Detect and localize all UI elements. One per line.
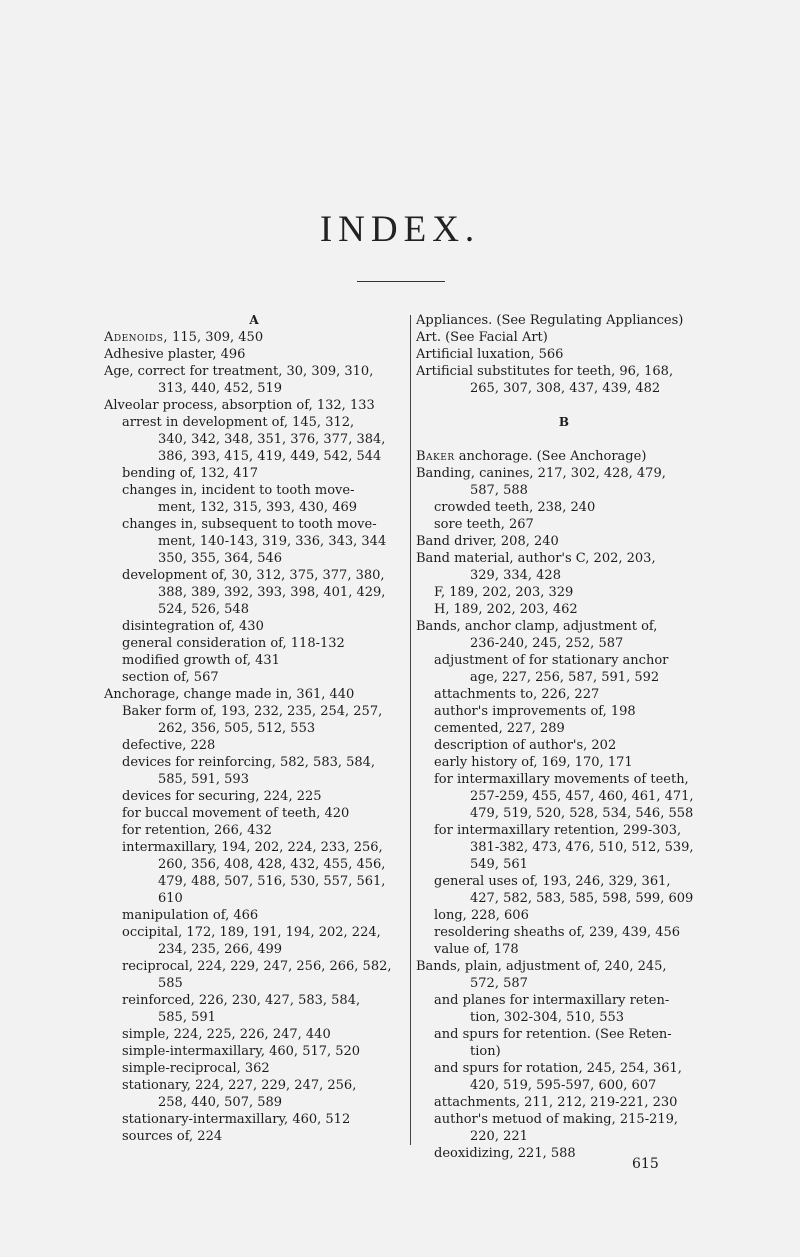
index-subentry	[104, 567, 404, 584]
index-subentry	[104, 635, 404, 652]
entry-text: F, 189, 202, 203, 329	[434, 585, 574, 600]
index-subentry	[104, 431, 404, 448]
entry-text: 262, 356, 505, 512, 553	[158, 721, 316, 736]
index-subentry	[416, 567, 712, 584]
entry-text: age, 227, 256, 587, 591, 592	[470, 670, 660, 685]
index-subentry	[104, 873, 404, 890]
entry-text: and spurs for rotation, 245, 254, 361,	[434, 1061, 682, 1076]
entry-text: and spurs for retention. (See Reten-	[434, 1027, 672, 1042]
entry-text: 386, 393, 415, 419, 449, 542, 544	[158, 449, 382, 464]
index-subentry	[104, 465, 404, 482]
entry-text: 585	[158, 976, 183, 991]
entry-text: 479, 519, 520, 528, 534, 546, 558	[470, 806, 694, 821]
entry-text: devices for reinforcing, 582, 583, 584,	[122, 755, 376, 770]
entry-text: reinforced, 226, 230, 427, 583, 584,	[122, 993, 361, 1008]
page-number: 615	[632, 1156, 659, 1172]
entry-text: value of, 178	[434, 942, 519, 957]
index-subentry	[416, 975, 712, 992]
index-subentry	[104, 822, 404, 839]
index-subentry	[104, 448, 404, 465]
entry-text: for intermaxillary retention, 299-303,	[434, 823, 682, 838]
index-subentry	[416, 788, 712, 805]
index-subentry	[416, 1060, 712, 1077]
entry-text: intermaxillary, 194, 202, 224, 233, 256,	[122, 840, 383, 855]
entry-text: Banding, canines, 217, 302, 428, 479,	[416, 466, 666, 481]
entry-text: anchorage. (See Anchorage)	[454, 449, 647, 464]
entry-text: tion)	[470, 1044, 501, 1059]
index-subentry	[104, 975, 404, 992]
index-subentry	[104, 703, 404, 720]
index-subentry	[104, 1026, 404, 1043]
index-subentry	[416, 754, 712, 771]
index-subentry	[104, 584, 404, 601]
entry-text: for buccal movement of teeth, 420	[122, 806, 350, 821]
index-subentry	[104, 839, 404, 856]
entry-text: 329, 334, 428	[470, 568, 561, 583]
index-entry	[416, 346, 712, 363]
entry-text: ment, 132, 315, 393, 430, 469	[158, 500, 358, 515]
index-subentry	[416, 1026, 712, 1043]
entry-text: sources of, 224	[122, 1129, 223, 1144]
index-subentry	[104, 1111, 404, 1128]
index-subentry	[104, 380, 404, 397]
entry-text: 236-240, 245, 252, 587	[470, 636, 624, 651]
index-entry	[416, 550, 712, 567]
entry-text: disintegration of, 430	[122, 619, 264, 634]
entry-text: 585, 591, 593	[158, 772, 249, 787]
index-subentry	[416, 941, 712, 958]
index-subentry	[416, 686, 712, 703]
entry-text: Band driver, 208, 240	[416, 534, 559, 549]
entry-text: and planes for intermaxillary reten-	[434, 993, 670, 1008]
entry-text: 234, 235, 266, 499	[158, 942, 283, 957]
entry-text: 313, 440, 452, 519	[158, 381, 283, 396]
entry-text: for retention, 266, 432	[122, 823, 272, 838]
entry-headword: Adenoids,	[104, 330, 168, 345]
index-subentry	[416, 822, 712, 839]
index-entry	[416, 533, 712, 550]
index-subentry	[416, 873, 712, 890]
entry-text: 427, 582, 583, 585, 598, 599, 609	[470, 891, 694, 906]
spacer	[416, 431, 712, 448]
index-subentry	[104, 754, 404, 771]
index-subentry	[416, 890, 712, 907]
entry-text: stationary-intermaxillary, 460, 512	[122, 1112, 351, 1127]
entry-text: H, 189, 202, 203, 462	[434, 602, 578, 617]
index-subentry	[416, 771, 712, 788]
index-subentry	[104, 1043, 404, 1060]
index-entry	[104, 686, 404, 703]
entry-text: author's improvements of, 198	[434, 704, 636, 719]
entry-text: 381-382, 473, 476, 510, 512, 539,	[470, 840, 694, 855]
entry-text: long, 228, 606	[434, 908, 529, 923]
entry-text: Adhesive plaster, 496	[104, 347, 246, 362]
entry-text: 610	[158, 891, 183, 906]
entry-text: simple, 224, 225, 226, 247, 440	[122, 1027, 331, 1042]
entry-text: modified growth of, 431	[122, 653, 280, 668]
index-subentry	[416, 1128, 712, 1145]
entry-text: Alveolar process, absorption of, 132, 133	[104, 398, 375, 413]
entry-text: 220, 221	[470, 1129, 528, 1144]
spacer	[416, 397, 712, 414]
entry-text: 524, 526, 548	[158, 602, 249, 617]
index-subentry	[416, 1077, 712, 1094]
entry-text: manipulation of, 466	[122, 908, 259, 923]
entry-text: sore teeth, 267	[434, 517, 534, 532]
index-subentry	[104, 958, 404, 975]
index-entry	[104, 397, 404, 414]
index-subentry	[416, 601, 712, 618]
index-subentry	[104, 618, 404, 635]
index-subentry	[416, 584, 712, 601]
column-divider	[410, 315, 411, 1145]
index-subentry	[416, 516, 712, 533]
index-subentry	[104, 1060, 404, 1077]
index-subentry	[416, 1094, 712, 1111]
entry-text: Artificial luxation, 566	[416, 347, 564, 362]
index-subentry	[104, 924, 404, 941]
index-subentry	[416, 924, 712, 941]
entry-text: 388, 389, 392, 393, 398, 401, 429,	[158, 585, 386, 600]
index-subentry	[104, 1009, 404, 1026]
index-subentry	[104, 482, 404, 499]
entry-text: tion, 302-304, 510, 553	[470, 1010, 625, 1025]
entry-text: 572, 587	[470, 976, 528, 991]
index-column-right	[416, 312, 712, 1162]
index-subentry	[104, 805, 404, 822]
index-subentry	[416, 907, 712, 924]
index-subentry	[416, 992, 712, 1009]
entry-text: 350, 355, 364, 546	[158, 551, 283, 566]
index-entry	[416, 618, 712, 635]
entry-headword: Baker	[416, 449, 455, 464]
index-subentry	[416, 839, 712, 856]
entry-text: attachments to, 226, 227	[434, 687, 600, 702]
index-entry	[104, 363, 404, 380]
index-entry	[416, 363, 712, 380]
entry-text: for intermaxillary movements of teeth,	[434, 772, 689, 787]
index-subentry	[416, 1009, 712, 1026]
index-subentry	[104, 1128, 404, 1145]
section-letter-heading: A	[249, 313, 259, 327]
entry-text: 585, 591	[158, 1010, 216, 1025]
index-subentry	[104, 1094, 404, 1111]
index-subentry	[104, 669, 404, 686]
index-subentry	[416, 1043, 712, 1060]
entry-text: general consideration of, 118-132	[122, 636, 345, 651]
index-subentry	[104, 907, 404, 924]
title-rule	[357, 281, 445, 282]
index-subentry	[416, 1145, 712, 1162]
entry-text: section of, 567	[122, 670, 219, 685]
index-subentry	[104, 941, 404, 958]
index-subentry	[104, 499, 404, 516]
index-subentry	[104, 601, 404, 618]
index-entry	[104, 346, 404, 363]
entry-text: development of, 30, 312, 375, 377, 380,	[122, 568, 385, 583]
index-subentry	[104, 533, 404, 550]
index-entry	[416, 329, 712, 346]
index-subentry	[104, 771, 404, 788]
index-subentry	[104, 1077, 404, 1094]
index-entry	[416, 465, 712, 482]
entry-text: changes in, subsequent to tooth move-	[122, 517, 377, 532]
index-subentry	[104, 992, 404, 1009]
entry-text: Band material, author's C, 202, 203,	[416, 551, 656, 566]
entry-text: Bands, plain, adjustment of, 240, 245,	[416, 959, 667, 974]
index-column-left	[104, 312, 404, 1145]
entry-text: attachments, 211, 212, 219-221, 230	[434, 1095, 678, 1110]
entry-text: occipital, 172, 189, 191, 194, 202, 224,	[122, 925, 381, 940]
entry-text: description of author's, 202	[434, 738, 617, 753]
index-subentry	[104, 890, 404, 907]
entry-text: arrest in development of, 145, 312,	[122, 415, 355, 430]
index-subentry	[416, 720, 712, 737]
entry-text: cemented, 227, 289	[434, 721, 565, 736]
entry-text: early history of, 169, 170, 171	[434, 755, 633, 770]
index-subentry	[416, 499, 712, 516]
index-entry	[104, 329, 404, 346]
entry-text: Age, correct for treatment, 30, 309, 310,	[104, 364, 374, 379]
entry-text: Appliances. (See Regulating Appliances)	[416, 313, 684, 328]
entry-text: adjustment of for stationary anchor	[434, 653, 669, 668]
entry-text: 340, 342, 348, 351, 376, 377, 384,	[158, 432, 386, 447]
index-subentry	[416, 482, 712, 499]
index-subentry	[104, 550, 404, 567]
index-subentry	[416, 805, 712, 822]
index-subentry	[104, 720, 404, 737]
entry-text: 260, 356, 408, 428, 432, 455, 456,	[158, 857, 386, 872]
index-subentry	[416, 652, 712, 669]
index-subentry	[416, 737, 712, 754]
index-subentry	[416, 1111, 712, 1128]
entry-text: 258, 440, 507, 589	[158, 1095, 283, 1110]
entry-text: reciprocal, 224, 229, 247, 256, 266, 582,	[122, 959, 392, 974]
entry-text: 257-259, 455, 457, 460, 461, 471,	[470, 789, 694, 804]
entry-text: general uses of, 193, 246, 329, 361,	[434, 874, 671, 889]
entry-text: devices for securing, 224, 225	[122, 789, 322, 804]
index-entry	[416, 448, 712, 465]
entry-text: Bands, anchor clamp, adjustment of,	[416, 619, 658, 634]
entry-text: author's metuod of making, 215-219,	[434, 1112, 679, 1127]
entry-text: 265, 307, 308, 437, 439, 482	[470, 381, 661, 396]
index-subentry	[104, 788, 404, 805]
entry-text: 549, 561	[470, 857, 528, 872]
index-subentry	[104, 737, 404, 754]
index-subentry	[104, 652, 404, 669]
index-subentry	[416, 669, 712, 686]
index-subentry	[104, 516, 404, 533]
entry-text: defective, 228	[122, 738, 216, 753]
index-entry	[416, 312, 712, 329]
index-subentry	[416, 703, 712, 720]
entry-text: 420, 519, 595-597, 600, 607	[470, 1078, 657, 1093]
page-title: INDEX.	[319, 209, 481, 250]
entry-text: stationary, 224, 227, 229, 247, 256,	[122, 1078, 357, 1093]
entry-text: bending of, 132, 417	[122, 466, 259, 481]
index-subentry	[104, 414, 404, 431]
entry-text: resoldering sheaths of, 239, 439, 456	[434, 925, 681, 940]
entry-text: changes in, incident to tooth move-	[122, 483, 355, 498]
entry-text: Artificial substitutes for teeth, 96, 168,	[416, 364, 674, 379]
index-subentry	[416, 380, 712, 397]
section-letter-heading: B	[558, 415, 570, 429]
entry-text: 115, 309, 450	[168, 330, 264, 345]
entry-text: Baker form of, 193, 232, 235, 254, 257,	[122, 704, 383, 719]
entry-text: 479, 488, 507, 516, 530, 557, 561,	[158, 874, 386, 889]
entry-text: ment, 140-143, 319, 336, 343, 344	[158, 534, 387, 549]
entry-text: Anchorage, change made in, 361, 440	[104, 687, 355, 702]
entry-text: crowded teeth, 238, 240	[434, 500, 596, 515]
index-subentry	[416, 856, 712, 873]
entry-text: deoxidizing, 221, 588	[434, 1146, 576, 1161]
index-subentry	[104, 856, 404, 873]
index-entry	[416, 958, 712, 975]
entry-text: simple-reciprocal, 362	[122, 1061, 270, 1076]
index-subentry	[416, 635, 712, 652]
entry-text: Art. (See Facial Art)	[416, 330, 548, 345]
entry-text: 587, 588	[470, 483, 528, 498]
entry-text: simple-intermaxillary, 460, 517, 520	[122, 1044, 361, 1059]
